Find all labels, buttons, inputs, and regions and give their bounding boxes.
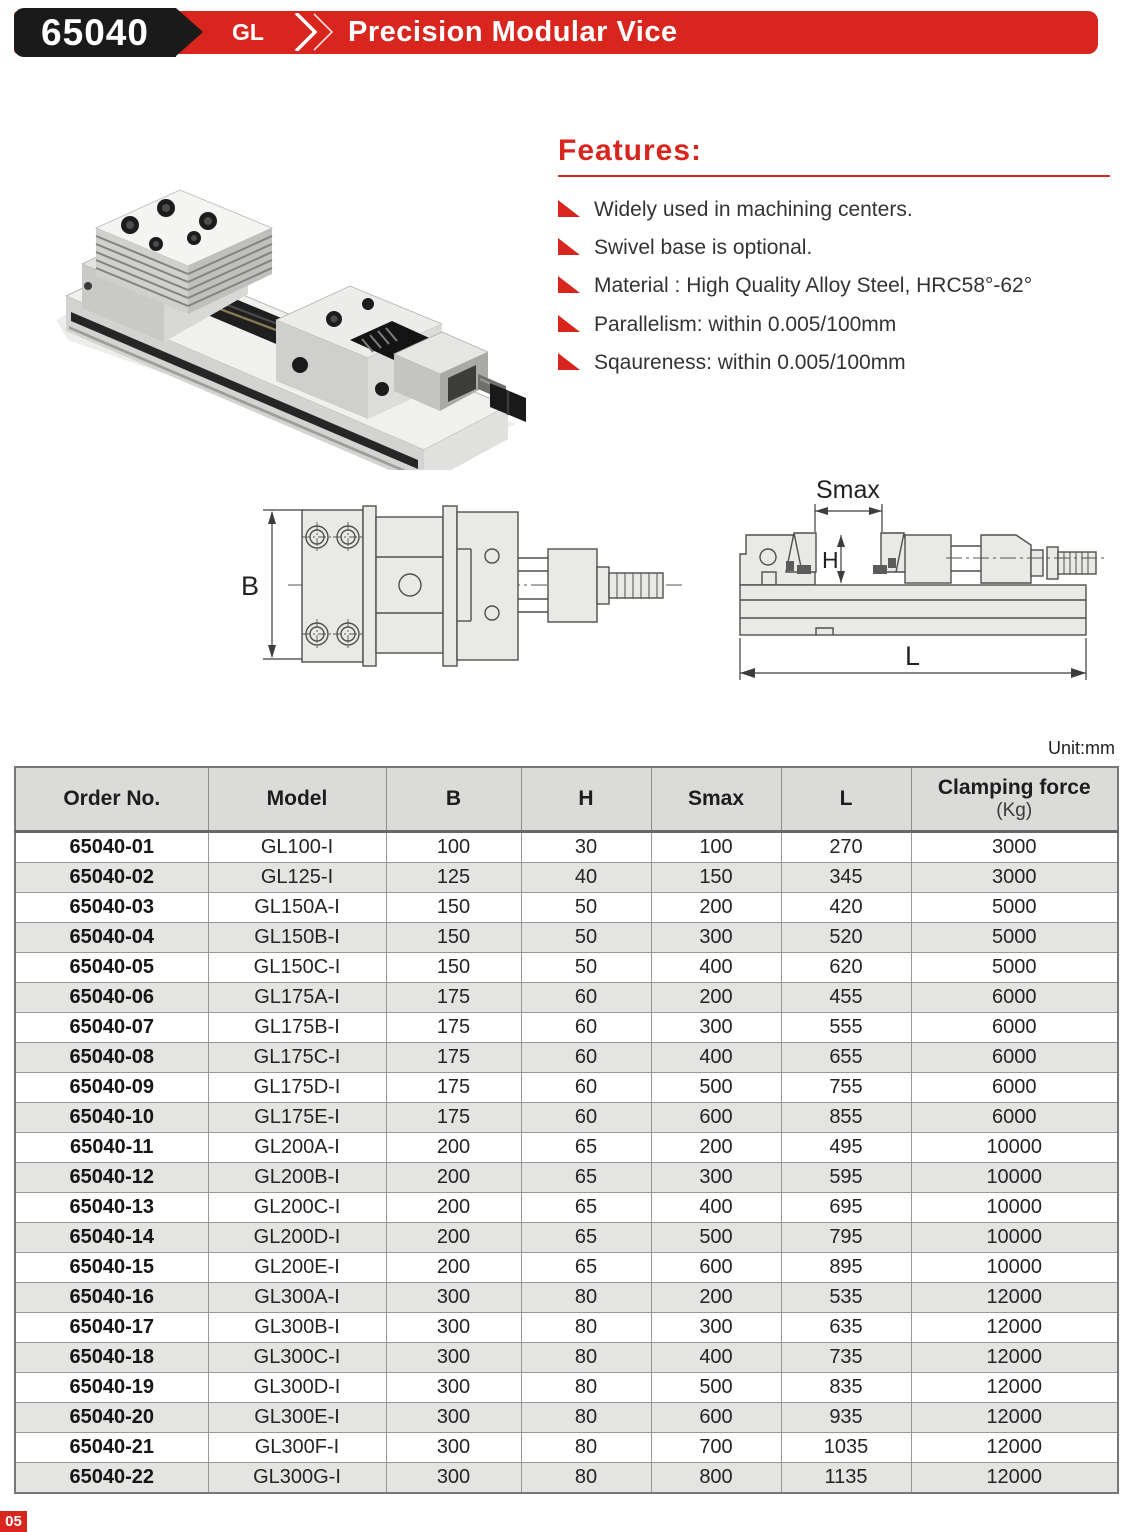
cell-order-no: 65040-12	[15, 1163, 208, 1193]
table-row	[15, 1403, 1118, 1433]
cell-model: GL175B-I	[208, 1013, 386, 1043]
cell-order-no: 65040-16	[15, 1283, 208, 1313]
cell-h: 80	[521, 1403, 651, 1433]
cell-order-no: 65040-02	[15, 863, 208, 893]
cell-b: 300	[386, 1373, 521, 1403]
table-row	[15, 1283, 1118, 1313]
cell-smax: 150	[651, 863, 781, 893]
cell-l: 345	[781, 863, 911, 893]
col-header-clamping-force: Clamping force (Kg)	[911, 767, 1118, 832]
cell-h: 60	[521, 1103, 651, 1133]
cell-clamping-force: 5000	[911, 893, 1118, 923]
cell-clamping-force: 12000	[911, 1313, 1118, 1343]
cell-b: 150	[386, 893, 521, 923]
spec-table-body	[15, 832, 1118, 1494]
cell-model: GL150A-I	[208, 893, 386, 923]
col-header-smax: Smax	[651, 767, 781, 832]
product-photo	[38, 88, 530, 470]
cell-model: GL125-I	[208, 863, 386, 893]
triangle-bullet-icon	[558, 353, 580, 370]
cell-l: 895	[781, 1253, 911, 1283]
cell-l: 755	[781, 1073, 911, 1103]
cell-model: GL175E-I	[208, 1103, 386, 1133]
feature-item	[558, 273, 1110, 298]
table-row	[15, 953, 1118, 983]
cell-h: 65	[521, 1163, 651, 1193]
cell-smax: 400	[651, 953, 781, 983]
cell-l: 535	[781, 1283, 911, 1313]
part-number: 65040	[41, 11, 149, 53]
cell-h: 50	[521, 923, 651, 953]
spec-table-header	[15, 767, 1118, 832]
cell-h: 65	[521, 1223, 651, 1253]
table-row	[15, 1313, 1118, 1343]
cell-l: 735	[781, 1343, 911, 1373]
cell-b: 300	[386, 1403, 521, 1433]
cell-b: 175	[386, 983, 521, 1013]
cell-b: 175	[386, 1103, 521, 1133]
table-row	[15, 1133, 1118, 1163]
triangle-bullet-icon	[558, 315, 580, 332]
spec-table	[14, 766, 1119, 1494]
cell-smax: 300	[651, 1013, 781, 1043]
table-row	[15, 1253, 1118, 1283]
cell-b: 300	[386, 1463, 521, 1494]
cell-h: 40	[521, 863, 651, 893]
cell-h: 60	[521, 1073, 651, 1103]
cell-l: 695	[781, 1193, 911, 1223]
feature-item	[558, 197, 1110, 222]
cell-l: 635	[781, 1313, 911, 1343]
cell-b: 200	[386, 1133, 521, 1163]
table-row	[15, 1223, 1118, 1253]
cell-b: 100	[386, 832, 521, 863]
cell-b: 200	[386, 1223, 521, 1253]
features-list	[558, 197, 1110, 375]
cell-smax: 800	[651, 1463, 781, 1494]
cell-h: 50	[521, 953, 651, 983]
page-number-badge: 05	[0, 1511, 27, 1532]
cell-clamping-force: 6000	[911, 1073, 1118, 1103]
features-divider	[558, 175, 1110, 177]
cell-order-no: 65040-14	[15, 1223, 208, 1253]
cell-b: 300	[386, 1343, 521, 1373]
cell-order-no: 65040-08	[15, 1043, 208, 1073]
cell-smax: 500	[651, 1073, 781, 1103]
cell-clamping-force: 12000	[911, 1433, 1118, 1463]
dimension-h	[822, 535, 845, 583]
cell-smax: 600	[651, 1103, 781, 1133]
chevron-separator-icon	[292, 13, 342, 51]
unit-label: Unit:mm	[1048, 738, 1115, 758]
cell-order-no: 65040-22	[15, 1463, 208, 1494]
cell-clamping-force: 6000	[911, 983, 1118, 1013]
cell-l: 1135	[781, 1463, 911, 1494]
features-section	[558, 134, 1110, 388]
cell-clamping-force: 3000	[911, 832, 1118, 863]
cell-order-no: 65040-09	[15, 1073, 208, 1103]
col-header-h: H	[521, 767, 651, 832]
svg-text:L: L	[905, 641, 921, 671]
table-row	[15, 893, 1118, 923]
triangle-bullet-icon	[558, 238, 580, 255]
cell-l: 835	[781, 1373, 911, 1403]
feature-text: Widely used in machining centers.	[594, 198, 913, 221]
cell-clamping-force: 6000	[911, 1043, 1118, 1073]
cell-model: GL300B-I	[208, 1313, 386, 1343]
col-header-b: B	[386, 767, 521, 832]
cell-b: 175	[386, 1073, 521, 1103]
svg-text:B: B	[241, 571, 260, 601]
cell-smax: 200	[651, 983, 781, 1013]
cell-model: GL200C-I	[208, 1193, 386, 1223]
cell-smax: 100	[651, 832, 781, 863]
cell-h: 80	[521, 1463, 651, 1494]
cell-order-no: 65040-21	[15, 1433, 208, 1463]
cell-model: GL175A-I	[208, 983, 386, 1013]
svg-text:Smax: Smax	[816, 476, 880, 504]
cell-smax: 700	[651, 1433, 781, 1463]
table-row	[15, 863, 1118, 893]
dimension-smax	[815, 476, 882, 532]
cell-b: 175	[386, 1013, 521, 1043]
cell-order-no: 65040-07	[15, 1013, 208, 1043]
cell-b: 125	[386, 863, 521, 893]
cell-order-no: 65040-18	[15, 1343, 208, 1373]
cell-h: 80	[521, 1313, 651, 1343]
cell-b: 300	[386, 1433, 521, 1463]
cell-order-no: 65040-01	[15, 832, 208, 863]
cell-model: GL150B-I	[208, 923, 386, 953]
cell-model: GL300E-I	[208, 1403, 386, 1433]
cell-h: 80	[521, 1283, 651, 1313]
part-number-box	[14, 8, 176, 57]
table-row	[15, 1373, 1118, 1403]
triangle-bullet-icon	[558, 200, 580, 217]
table-row	[15, 1073, 1118, 1103]
cell-clamping-force: 12000	[911, 1373, 1118, 1403]
cell-smax: 600	[651, 1403, 781, 1433]
cell-order-no: 65040-15	[15, 1253, 208, 1283]
cell-clamping-force: 5000	[911, 923, 1118, 953]
cell-smax: 300	[651, 1313, 781, 1343]
cell-smax: 400	[651, 1193, 781, 1223]
cell-smax: 200	[651, 893, 781, 923]
diagram-side-view	[698, 468, 1110, 708]
cell-clamping-force: 12000	[911, 1463, 1118, 1494]
cell-l: 620	[781, 953, 911, 983]
cell-b: 200	[386, 1193, 521, 1223]
page-title: Precision Modular Vice	[348, 16, 678, 48]
cell-order-no: 65040-17	[15, 1313, 208, 1343]
table-row	[15, 923, 1118, 953]
feature-text: Sqaureness: within 0.005/100mm	[594, 350, 906, 374]
cell-model: GL200B-I	[208, 1163, 386, 1193]
cell-h: 60	[521, 1043, 651, 1073]
cell-h: 65	[521, 1253, 651, 1283]
cell-model: GL300G-I	[208, 1463, 386, 1494]
cell-l: 420	[781, 893, 911, 923]
col-header-model: Model	[208, 767, 386, 832]
cell-clamping-force: 3000	[911, 863, 1118, 893]
triangle-bullet-icon	[558, 276, 580, 293]
cell-clamping-force: 12000	[911, 1283, 1118, 1313]
cell-model: GL150C-I	[208, 953, 386, 983]
cell-l: 595	[781, 1163, 911, 1193]
cell-model: GL200A-I	[208, 1133, 386, 1163]
feature-text: Parallelism: within 0.005/100mm	[594, 312, 897, 336]
table-row	[15, 1433, 1118, 1463]
table-row	[15, 832, 1118, 863]
cell-h: 60	[521, 1013, 651, 1043]
cell-clamping-force: 5000	[911, 953, 1118, 983]
cell-h: 65	[521, 1193, 651, 1223]
cell-clamping-force: 10000	[911, 1193, 1118, 1223]
cell-clamping-force: 6000	[911, 1013, 1118, 1043]
cell-order-no: 65040-19	[15, 1373, 208, 1403]
cell-order-no: 65040-05	[15, 953, 208, 983]
cell-smax: 200	[651, 1283, 781, 1313]
table-row	[15, 983, 1118, 1013]
cell-smax: 500	[651, 1223, 781, 1253]
cell-h: 80	[521, 1433, 651, 1463]
cell-h: 50	[521, 893, 651, 923]
table-row	[15, 1043, 1118, 1073]
cell-smax: 400	[651, 1343, 781, 1373]
cell-clamping-force: 10000	[911, 1163, 1118, 1193]
cell-order-no: 65040-13	[15, 1193, 208, 1223]
cell-model: GL300A-I	[208, 1283, 386, 1313]
feature-text: Material : High Quality Alloy Steel, HRC58°-62°	[594, 274, 1033, 298]
dimension-l	[740, 638, 1086, 680]
cell-l: 555	[781, 1013, 911, 1043]
cell-smax: 500	[651, 1373, 781, 1403]
cell-l: 795	[781, 1223, 911, 1253]
cell-l: 495	[781, 1133, 911, 1163]
feature-item	[558, 235, 1110, 260]
feature-text: Swivel base is optional.	[594, 236, 813, 260]
spec-table-wrapper	[14, 766, 1117, 1494]
table-row	[15, 1193, 1118, 1223]
table-row	[15, 1163, 1118, 1193]
col-header-order-no: Order No.	[15, 767, 208, 832]
cell-smax: 300	[651, 1163, 781, 1193]
cell-smax: 200	[651, 1133, 781, 1163]
part-number-arrow	[176, 8, 203, 56]
cell-h: 30	[521, 832, 651, 863]
cell-b: 175	[386, 1043, 521, 1073]
feature-item	[558, 350, 1110, 375]
cell-clamping-force: 6000	[911, 1103, 1118, 1133]
cell-h: 60	[521, 983, 651, 1013]
series-label: GL	[232, 19, 264, 45]
cell-clamping-force: 12000	[911, 1343, 1118, 1373]
table-row	[15, 1013, 1118, 1043]
cell-l: 655	[781, 1043, 911, 1073]
cell-b: 300	[386, 1313, 521, 1343]
cell-model: GL300F-I	[208, 1433, 386, 1463]
cell-order-no: 65040-10	[15, 1103, 208, 1133]
cell-b: 200	[386, 1163, 521, 1193]
cell-clamping-force: 10000	[911, 1253, 1118, 1283]
cell-order-no: 65040-03	[15, 893, 208, 923]
cell-smax: 300	[651, 923, 781, 953]
cell-l: 855	[781, 1103, 911, 1133]
cell-l: 1035	[781, 1433, 911, 1463]
feature-item	[558, 312, 1110, 337]
cell-model: GL300D-I	[208, 1373, 386, 1403]
cell-clamping-force: 12000	[911, 1403, 1118, 1433]
cell-model: GL175D-I	[208, 1073, 386, 1103]
cell-order-no: 65040-20	[15, 1403, 208, 1433]
cell-l: 270	[781, 832, 911, 863]
cell-h: 65	[521, 1133, 651, 1163]
svg-text:H: H	[822, 547, 839, 573]
cell-b: 200	[386, 1253, 521, 1283]
cell-clamping-force: 10000	[911, 1223, 1118, 1253]
cell-model: GL300C-I	[208, 1343, 386, 1373]
table-row	[15, 1343, 1118, 1373]
cell-model: GL200E-I	[208, 1253, 386, 1283]
cell-l: 935	[781, 1403, 911, 1433]
cell-b: 150	[386, 953, 521, 983]
cell-model: GL200D-I	[208, 1223, 386, 1253]
table-row	[15, 1103, 1118, 1133]
cell-model: GL175C-I	[208, 1043, 386, 1073]
cell-order-no: 65040-11	[15, 1133, 208, 1163]
cell-order-no: 65040-04	[15, 923, 208, 953]
table-row	[15, 1463, 1118, 1494]
cell-h: 80	[521, 1373, 651, 1403]
cell-b: 300	[386, 1283, 521, 1313]
cell-l: 520	[781, 923, 911, 953]
cell-model: GL100-I	[208, 832, 386, 863]
cell-clamping-force: 10000	[911, 1133, 1118, 1163]
diagram-top-view	[233, 487, 693, 692]
cell-smax: 400	[651, 1043, 781, 1073]
features-title: Features:	[558, 134, 703, 167]
cell-b: 150	[386, 923, 521, 953]
cell-order-no: 65040-06	[15, 983, 208, 1013]
cell-l: 455	[781, 983, 911, 1013]
cell-smax: 600	[651, 1253, 781, 1283]
col-header-l: L	[781, 767, 911, 832]
cell-h: 80	[521, 1343, 651, 1373]
